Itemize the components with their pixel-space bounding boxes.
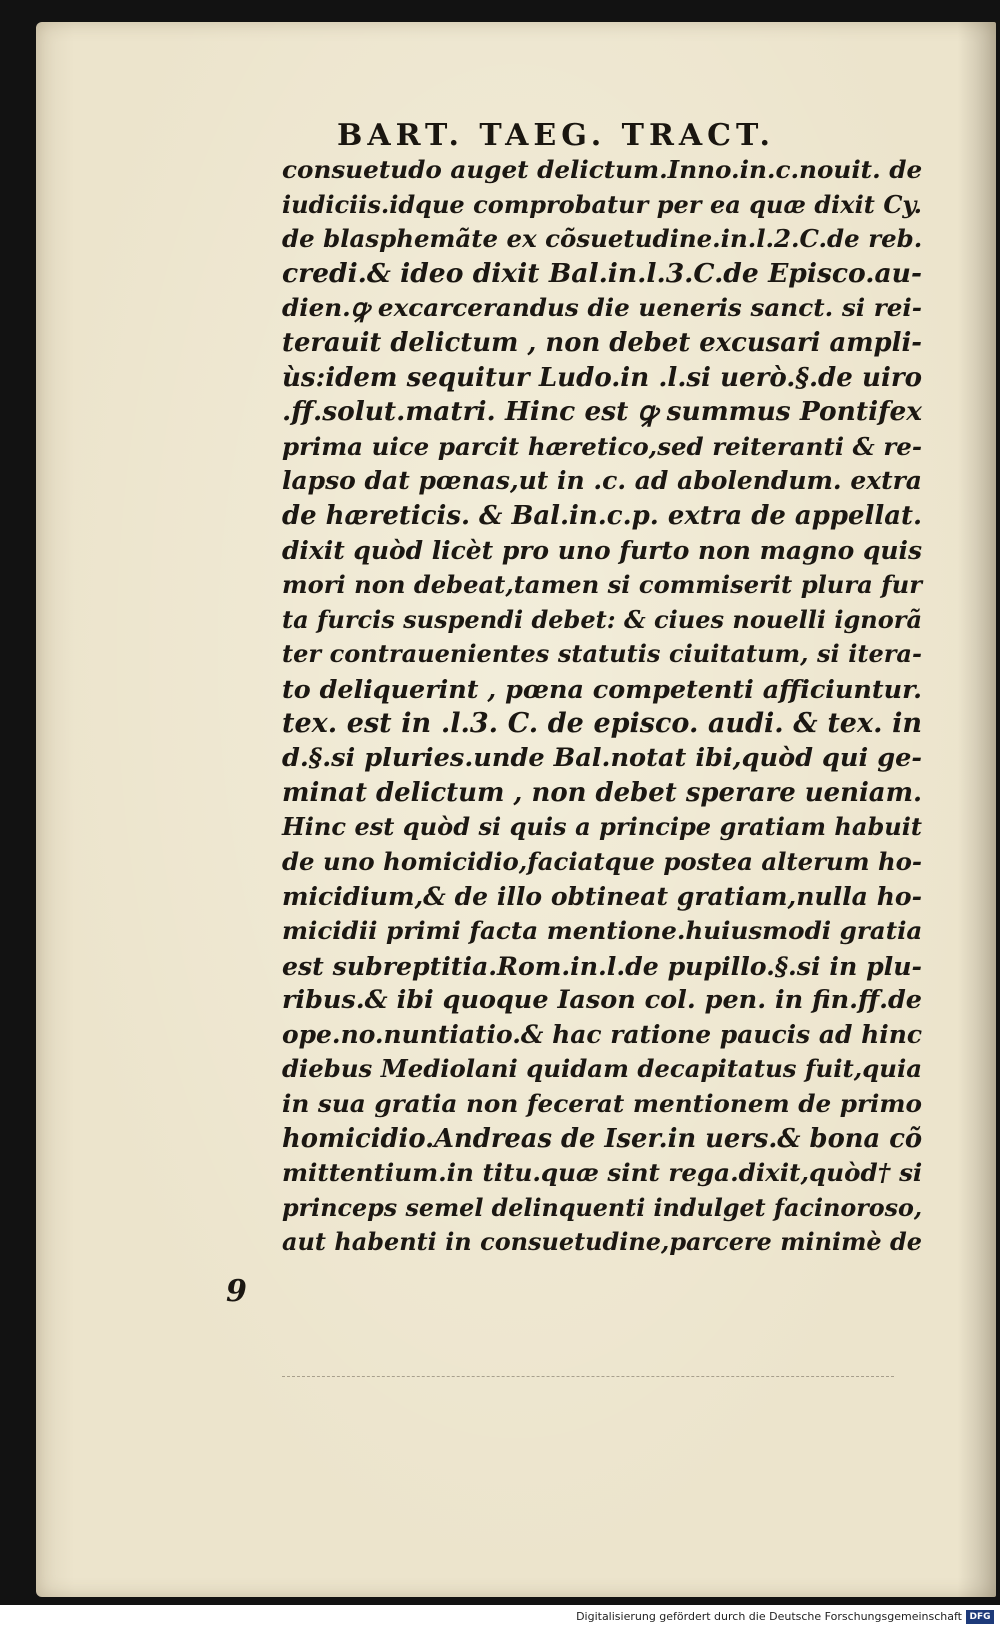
text-line: de uno homicidio,faciatque postea alterum ho- [282,846,923,876]
text-line: ter contrauenientes statutis ciuitatum, si itera- [282,639,922,669]
text-line: de blasphemãte ex cõsuetudine.in.l.2.C.de reb. [282,224,923,254]
marginal-number: 9 [226,1274,247,1309]
text-line: in sua gratia non fecerat mentionem de primo [282,1089,922,1119]
text-block [282,153,922,1260]
text-line: Hinc est quòd si quis a principe gratiam habuit [282,812,922,842]
text-line: mittentium.in titu.quæ sint rega.dixit,quòd† si [282,1158,923,1188]
text-line: ùs:idem sequitur Ludo.in .l.si uerò.§.de uiro [282,362,922,393]
text-line: credi.& ideo dixit Bal.in.l.3.C.de Episco.au- [282,257,922,289]
text-line: est subreptitia.Rom.in.l.de pupillo.§.si in plu- [282,950,922,981]
text-line: princeps semel delinquenti indulget facinoroso, [282,1193,923,1222]
bottom-rule [282,1376,894,1377]
text-line: diebus Mediolani quidam decapitatus fuit,quia [282,1054,922,1084]
text-line: consuetudo auget delictum.Inno.in.c.nouit. de [282,155,923,184]
text-line: minat delictum , non debet sperare ueniam. [282,777,923,808]
text-line: to deliquerint , pœna competenti afficiuntur. [282,673,922,704]
text-line: tex. est in .l.3. C. de episco. audi. & tex. in [282,707,922,739]
text-line: .ff.solut.matri. Hinc est ꝙ summus Pontifex [282,396,922,428]
dfg-logo: DFG [966,1610,994,1624]
text-line: micidium,& de illo obtineat gratiam,nulla ho- [282,881,922,912]
text-line: aut habenti in consuetudine,parcere minimè de [282,1228,922,1257]
text-line: prima uice parcit hæretico,sed reiteranti & re- [282,431,922,461]
text-line: mori non debeat,tamen si commiserit plura fur [282,570,922,600]
footer-credit: Digitalisierung gefördert durch die Deutsche Forschungsgemeinschaft [576,1610,962,1623]
text-line: iudiciis.idque comprobatur per ea quæ dixit Cy. [282,189,922,219]
text-line: terauit delictum , non debet excusari ampli- [282,327,923,358]
text-line: lapso dat pœnas,ut in .c. ad abolendum. extra [282,466,922,496]
text-line: micidii primi facta mentione.huiusmodi gratia [282,916,923,946]
text-line: ta furcis suspendi debet: & ciues nouelli ignorã [282,604,922,634]
text-line: dien.ꝙ excarcerandus die ueneris sanct. si rei- [282,293,922,323]
text-line: d.§.si pluries.unde Bal.notat ibi,quòd qui ge- [282,743,922,774]
text-line: dixit quòd licèt pro uno furto non magno quis [282,535,922,565]
text-line: homicidio.Andreas de Iser.in uers.& bona cõ [282,1123,923,1154]
running-head: BART. TAEG. TRACT. [337,118,775,153]
text-line: ope.no.nuntiatio.& hac ratione paucis ad hinc [282,1019,922,1049]
text-line: ribus.& ibi quoque Iason col. pen. in fin.ff.de [282,985,922,1016]
text-line: de hæreticis. & Bal.in.c.p. extra de appellat. [282,500,923,531]
